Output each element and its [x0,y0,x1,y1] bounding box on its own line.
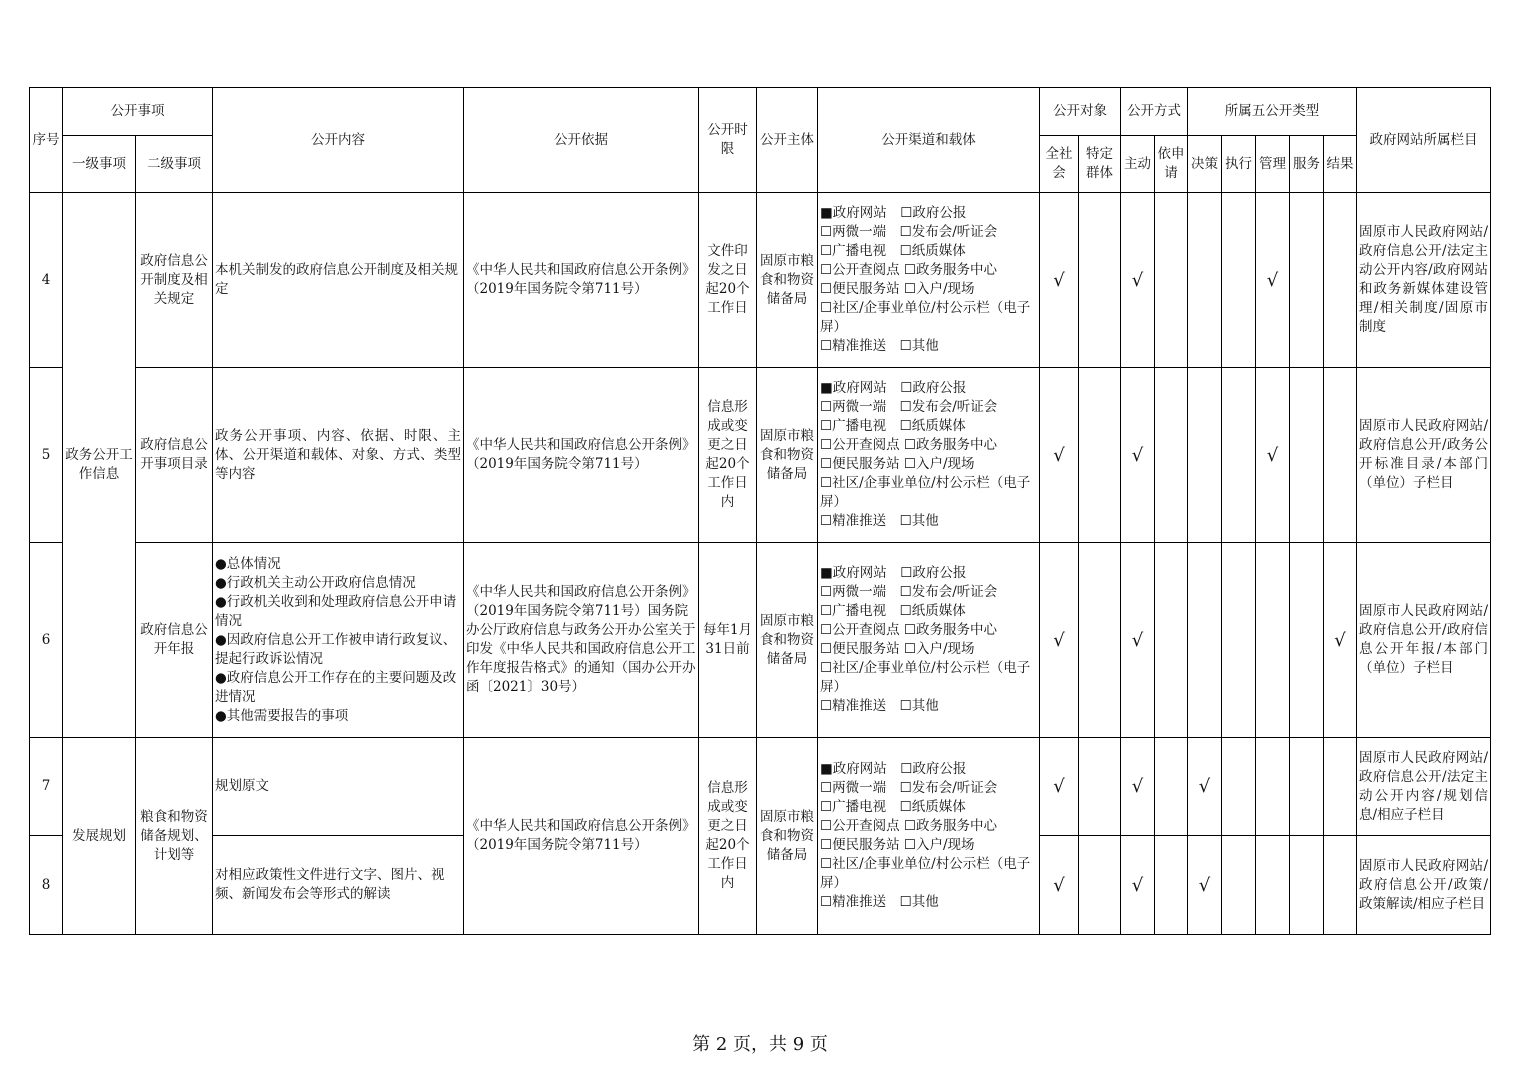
header-type-decision: 决策 [1188,136,1222,193]
check-type-decision [1188,193,1222,368]
header-seq: 序号 [30,88,63,193]
channel-line: ☐广播电视 ☐纸质媒体 [820,799,966,815]
level2-item: 粮食和物资储备规划、计划等 [136,738,213,935]
check-type-result [1324,738,1357,836]
check-type-service [1290,193,1324,368]
page-footer: 第 2 页，共 9 页 [692,1034,828,1055]
content-bullet: ●行政机关主动公开政府信息情况 [215,574,416,591]
check-type-service [1290,543,1324,738]
check-type-execute [1222,368,1256,543]
check-type-decision: √ [1188,836,1222,935]
channel-cell [818,738,1040,935]
channel-line: ☐两微一端 ☐发布会/听证会 [820,399,998,415]
content-bullet: ●总体情况 [215,555,281,572]
check-type-manage: √ [1256,368,1290,543]
table-row [30,738,1491,836]
level2-item: 政府信息公开制度及相关规定 [136,193,213,368]
channel-cell [818,543,1040,738]
check-target-all: √ [1040,738,1079,836]
header-target-group: 特定群体 [1079,136,1121,193]
header-target: 公开对象 [1040,88,1121,136]
check-type-result [1324,193,1357,368]
check-type-manage: √ [1256,193,1290,368]
check-type-decision [1188,368,1222,543]
channel-line: ☐便民服务站 ☐入户/现场 [820,837,975,853]
check-type-decision [1188,543,1222,738]
channel-line: ☐广播电视 ☐纸质媒体 [820,603,966,619]
check-method-request [1155,543,1188,738]
channel-line: ☐精准推送 ☐其他 [820,698,939,714]
check-type-service [1290,368,1324,543]
check-type-result: √ [1324,543,1357,738]
content-bullet: ●政府信息公开工作存在的主要问题及改进情况 [215,669,457,705]
header-subject: 公开主体 [757,88,818,193]
check-target-group [1079,193,1121,368]
check-type-execute [1222,738,1256,836]
header-method-request: 依申请 [1155,136,1188,193]
period-cell: 文件印发之日起20个工作日 [699,193,757,368]
check-target-all: √ [1040,543,1079,738]
channel-line: ☐便民服务站 ☐入户/现场 [820,456,975,472]
header-method: 公开方式 [1121,88,1188,136]
disclosure-table [29,87,1491,935]
channel-line: ■政府网站 ☐政府公报 [820,565,967,581]
check-target-group [1079,738,1121,836]
subject-cell: 固原市粮食和物资储备局 [757,738,818,935]
site-cell: 固原市人民政府网站/政府信息公开/政府信息公开年报/本部门（单位）子栏目 [1357,543,1491,738]
check-target-all: √ [1040,193,1079,368]
channel-cell [818,193,1040,368]
channel-line: ☐两微一端 ☐发布会/听证会 [820,584,998,600]
channel-line: ☐公开查阅点 ☐政务服务中心 [820,262,997,278]
row-number: 6 [30,543,63,738]
channel-line: ■政府网站 ☐政府公报 [820,761,967,777]
content-cell: 对相应政策性文件进行文字、图片、视频、新闻发布会等形式的解读 [213,836,464,935]
basis-cell: 《中华人民共和国政府信息公开条例》（2019年国务院令第711号）国务院办公厅政府信息与政务公开办公室关于印发《中华人民共和国政府信息公开工作年度报告格式》的通知（国办公开办函〔2021〕30号） [464,543,699,738]
site-cell: 固原市人民政府网站/政府信息公开/法定主动公开内容/规划信息/相应子栏目 [1357,738,1491,836]
check-type-manage [1256,738,1290,836]
check-type-execute [1222,543,1256,738]
channel-line: ☐精准推送 ☐其他 [820,894,939,910]
period-cell: 信息形成或变更之日起20个工作日内 [699,368,757,543]
check-type-decision: √ [1188,738,1222,836]
table-row [30,368,1491,543]
content-bullet: ●因政府信息公开工作被申请行政复议、提起行政诉讼情况 [215,631,457,667]
channel-line: ☐社区/企事业单位/村公示栏（电子屏） [820,856,1031,891]
header-method-active: 主动 [1121,136,1155,193]
level2-item: 政府信息公开事项目录 [136,368,213,543]
header-target-all: 全社会 [1040,136,1079,193]
check-type-execute [1222,193,1256,368]
channel-line: ☐便民服务站 ☐入户/现场 [820,641,975,657]
check-method-request [1155,368,1188,543]
check-method-active: √ [1121,836,1155,935]
check-target-group [1079,836,1121,935]
header-row-1 [30,88,1491,136]
channel-line: ☐社区/企事业单位/村公示栏（电子屏） [820,475,1031,510]
subject-cell: 固原市粮食和物资储备局 [757,368,818,543]
check-type-result [1324,368,1357,543]
site-cell: 固原市人民政府网站/政府信息公开/法定主动公开内容/政府网站和政务新媒体建设管理/相关制度/固原市制度 [1357,193,1491,368]
check-type-manage [1256,543,1290,738]
channel-line: ■政府网站 ☐政府公报 [820,205,967,221]
header-type-manage: 管理 [1256,136,1290,193]
channel-line: ☐公开查阅点 ☐政务服务中心 [820,622,997,638]
row-number: 4 [30,193,63,368]
check-method-request [1155,193,1188,368]
channel-line: ☐精准推送 ☐其他 [820,513,939,529]
check-type-service [1290,738,1324,836]
check-target-group [1079,543,1121,738]
check-method-active: √ [1121,738,1155,836]
channel-line: ☐公开查阅点 ☐政务服务中心 [820,437,997,453]
subject-cell: 固原市粮食和物资储备局 [757,193,818,368]
check-target-all: √ [1040,368,1079,543]
check-method-active: √ [1121,543,1155,738]
header-type-execute: 执行 [1222,136,1256,193]
level1-item-g1: 政务公开工作信息 [63,193,136,738]
check-target-all: √ [1040,836,1079,935]
content-bullet: ●其他需要报告的事项 [215,707,349,724]
check-target-group [1079,368,1121,543]
channel-line: ☐两微一端 ☐发布会/听证会 [820,780,998,796]
row-number: 5 [30,368,63,543]
channel-cell [818,368,1040,543]
channel-line: ☐两微一端 ☐发布会/听证会 [820,224,998,240]
header-type-result: 结果 [1324,136,1357,193]
basis-cell: 《中华人民共和国政府信息公开条例》（2019年国务院令第711号） [464,738,699,935]
header-period: 公开时限 [699,88,757,193]
channel-line: ■政府网站 ☐政府公报 [820,380,967,396]
header-basis: 公开依据 [464,88,699,193]
header-five-types: 所属五公开类型 [1188,88,1357,136]
period-cell: 每年1月31日前 [699,543,757,738]
period-cell: 信息形成或变更之日起20个工作日内 [699,738,757,935]
header-site: 政府网站所属栏目 [1357,88,1491,193]
basis-cell: 《中华人民共和国政府信息公开条例》（2019年国务院令第711号） [464,193,699,368]
level1-item-g2: 发展规划 [63,738,136,935]
channel-line: ☐社区/企事业单位/村公示栏（电子屏） [820,300,1031,335]
header-type-service: 服务 [1290,136,1324,193]
check-type-result [1324,836,1357,935]
header-channel: 公开渠道和载体 [818,88,1040,193]
site-cell: 固原市人民政府网站/政府信息公开/政策/政策解读/相应子栏目 [1357,836,1491,935]
table-row [30,193,1491,368]
channel-line: ☐广播电视 ☐纸质媒体 [820,418,966,434]
check-type-manage [1256,836,1290,935]
check-method-request [1155,836,1188,935]
header-level2: 二级事项 [136,136,213,193]
channel-line: ☐广播电视 ☐纸质媒体 [820,243,966,259]
check-method-request [1155,738,1188,836]
content-cell [213,543,464,738]
channel-line: ☐便民服务站 ☐入户/现场 [820,281,975,297]
header-content: 公开内容 [213,88,464,193]
channel-line: ☐公开查阅点 ☐政务服务中心 [820,818,997,834]
row-number: 8 [30,836,63,935]
check-method-active: √ [1121,193,1155,368]
row-number: 7 [30,738,63,836]
table-row [30,543,1491,738]
basis-cell: 《中华人民共和国政府信息公开条例》（2019年国务院令第711号） [464,368,699,543]
content-cell: 政务公开事项、内容、依据、时限、主体、公开渠道和载体、对象、方式、类型等内容 [213,368,464,543]
check-type-service [1290,836,1324,935]
content-cell: 本机关制发的政府信息公开制度及相关规定 [213,193,464,368]
channel-line: ☐精准推送 ☐其他 [820,338,939,354]
check-type-execute [1222,836,1256,935]
site-cell: 固原市人民政府网站/政府信息公开/政务公开标准目录/本部门（单位）子栏目 [1357,368,1491,543]
content-bullet: ●行政机关收到和处理政府信息公开申请情况 [215,593,457,629]
header-items: 公开事项 [63,88,213,136]
level2-item: 政府信息公开年报 [136,543,213,738]
content-cell: 规划原文 [213,738,464,836]
subject-cell: 固原市粮食和物资储备局 [757,543,818,738]
header-level1: 一级事项 [63,136,136,193]
check-method-active: √ [1121,368,1155,543]
channel-line: ☐社区/企事业单位/村公示栏（电子屏） [820,660,1031,695]
